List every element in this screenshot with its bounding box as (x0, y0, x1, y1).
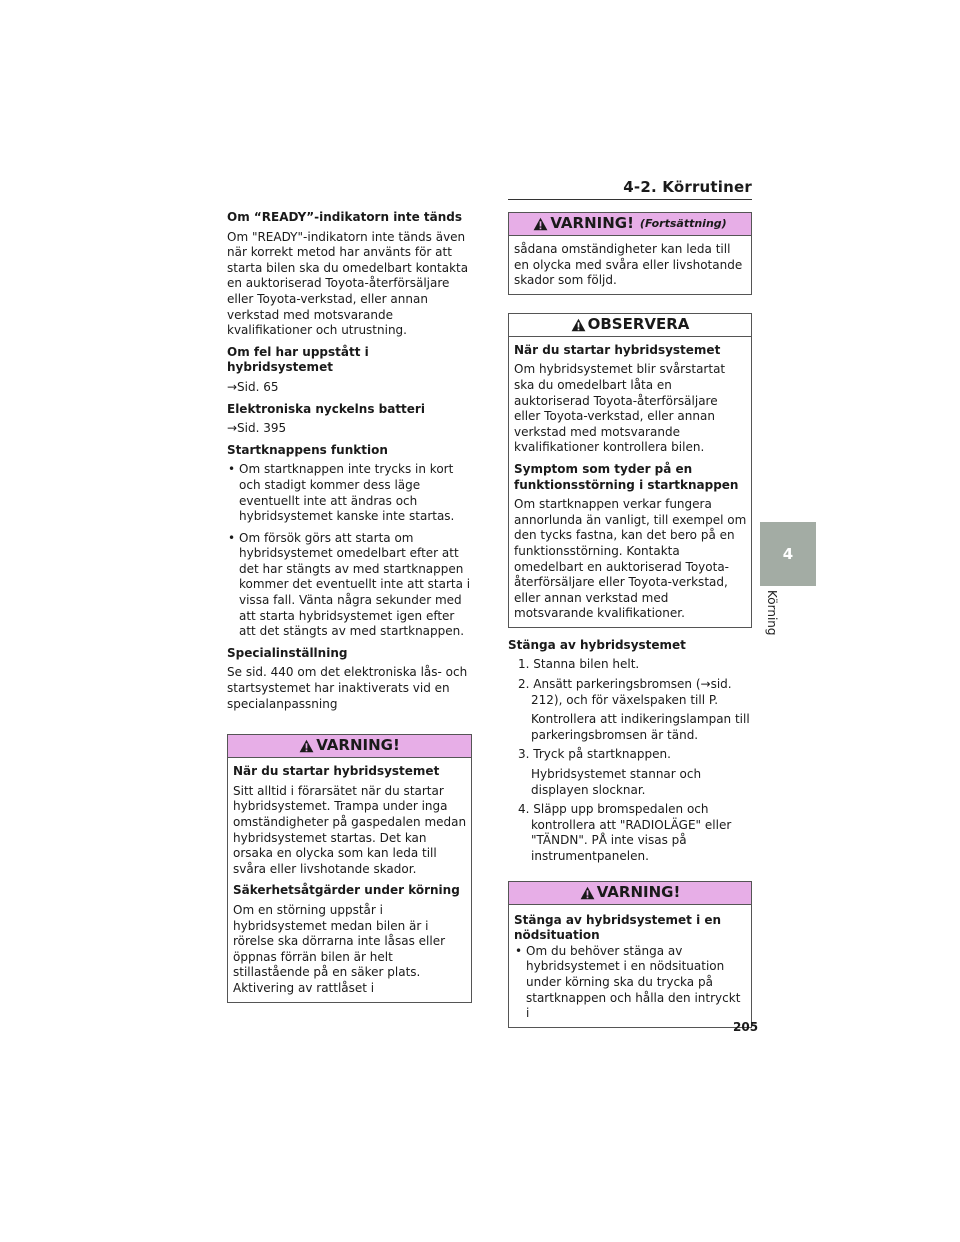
left-column (227, 210, 472, 1021)
notice-text-start: Om hybridsystemet blir svårstartat ska du omedelbart låta en auktoriserad Toyota-återförsäljare eller Toyota-verkstad, eller annan verkstad med motsvarande kvalifikationer kontrollera bilen. (514, 362, 726, 455)
button-heading: Startknappens funktion (227, 442, 388, 457)
stop-steps-list (508, 657, 752, 864)
notice-heading-symptom: Symptom som tyder på en funktionsstörning i startknappen (514, 461, 739, 492)
warning-continued-title: VARNING! (550, 214, 634, 233)
continued-label: (Fortsättning) (639, 217, 727, 231)
warning-triangle-icon (299, 739, 314, 753)
emergency-bullet-list (514, 944, 747, 1022)
step-note: Hybridsystemet stannar och displayen slocknar. (531, 767, 702, 797)
emergency-warning-header (509, 882, 751, 905)
button-bullet-list (227, 462, 472, 640)
battery-page-ref[interactable]: →Sid. 395 (227, 421, 287, 436)
warning-triangle-icon (580, 886, 595, 900)
warning-box-body (228, 758, 471, 1001)
notice-box-header (509, 314, 751, 337)
warning-title: VARNING! (316, 736, 400, 755)
warning-continued-body (509, 236, 751, 294)
notice-title: OBSERVERA (587, 314, 690, 333)
header-divider (508, 199, 752, 200)
special-heading: Specialinställning (227, 645, 348, 660)
ready-text: Om "READY"-indikatorn inte tänds även när korrekt metod har använts för att starta bilen ska du omedelbart kontakta en auktoriserad Toyota-återförsäljare eller Toyota-verkstad, eller annan verkstad med motsvarande kvalifikationer och utrustning. (227, 229, 469, 338)
notice-text-symptom: Om startknappen verkar fungera annorlunda än vanligt, till exempel om den tycks fastna, kan det bero på en funktionsstörning. Kontakta omedelbart en auktoriserad Toyota-återförsäljare eller Toyota-verkstad, eller annan verkstad med motsvarande kvalifikationer. (514, 497, 747, 621)
list-item: • Om försök görs att starta om hybridsystemet omedelbart efter att det har stängts av med startknappen kommer det eventuellt inte att starta i vissa fall. Vänta några sekunder med att starta hybridsystemet igen efter att det stängts av med startknappen. (227, 531, 472, 640)
warning-continued-text: sådana omständigheter kan leda till en olycka med svåra eller livshotande skador som följd. (514, 242, 743, 288)
fault-page-ref[interactable]: →Sid. 65 (227, 379, 279, 394)
special-text: Se sid. 440 om det elektroniska lås- och startsystemet har inaktiverats vid en specialanpassning (227, 665, 468, 711)
notice-box (508, 313, 752, 628)
emergency-heading: Stänga av hybridsystemet i en nödsituation (514, 912, 722, 943)
fault-heading: Om fel har uppstått i hybridsystemet (227, 344, 369, 375)
list-item: • Om du behöver stänga av hybridsystemet i en nödsituation under körning ska du trycka på startknappen och hålla den intryckt i (514, 944, 747, 1022)
list-item: 3. Tryck på startknappen. (518, 747, 671, 762)
right-column (508, 212, 752, 1046)
page-number: 205 (733, 1020, 759, 1034)
warning-heading-start: När du startar hybridsystemet (233, 764, 440, 779)
step-note: Kontrollera att indikeringslampan till parkeringsbromsen är tänd. (531, 712, 750, 742)
warning-text-driving: Om en störning uppstår i hybridsystemet medan bilen är i rörelse ska dörrarna inte låsas eller öppnas förrän bilen är helt stillastående på en säker plats. Aktivering av rattlåset i (233, 902, 446, 995)
list-item: 4. Släpp upp bromspedalen och kontrollera att "RADIOLÄGE" eller "TÄNDN". PÅ inte visas på instrumentpanelen. (518, 802, 732, 863)
emergency-warning-title: VARNING! (596, 882, 681, 901)
warning-triangle-icon (533, 217, 548, 231)
section-title: 4-2. Körrutiner (623, 178, 752, 196)
warning-heading-driving: Säkerhetsåtgärder under körning (233, 883, 460, 898)
warning-text-start: Sitt alltid i förarsätet när du startar hybridsystemet. Trampa under inga omständigheter på gaspedalen medan hybridsystemet startas. Det kan orsaka en olycka som kan leda till svåra eller livshotande skador. (233, 783, 467, 876)
stop-heading: Stänga av hybridsystemet (508, 637, 686, 652)
notice-heading-start: När du startar hybridsystemet (514, 342, 721, 357)
battery-heading: Elektroniska nyckelns batteri (227, 401, 425, 416)
notice-box-body (509, 337, 751, 627)
warning-box-header (228, 735, 471, 758)
chapter-tab[interactable]: 4 (760, 522, 816, 586)
list-item: 1. Stanna bilen helt. (518, 657, 640, 672)
list-item: 2. Ansätt parkeringsbromsen (→sid. 212), och för växelspaken till P. (518, 677, 732, 707)
ready-heading: Om “READY”-indikatorn inte tänds (227, 210, 463, 224)
emergency-warning-box (508, 881, 752, 1028)
warning-box (227, 734, 472, 1002)
warning-continued-box (508, 212, 752, 295)
chapter-label: Körning (765, 590, 779, 636)
warning-continued-header (509, 213, 751, 236)
list-item: • Om startknappen inte trycks in kort och stadigt kommer dess läge eventuellt inte att ändras och hybridsystemet kanske inte startas. (227, 462, 472, 524)
notice-triangle-icon (571, 318, 586, 332)
emergency-warning-body (509, 905, 751, 1027)
